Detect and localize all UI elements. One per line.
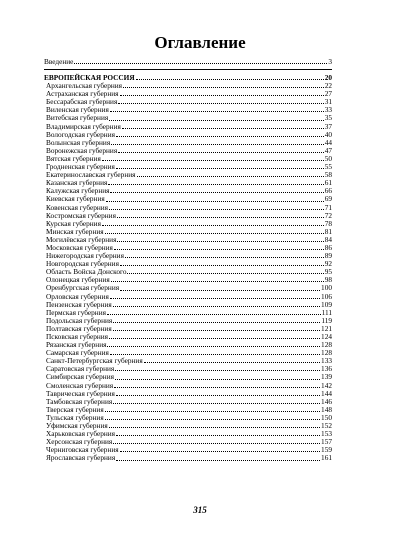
toc-leader: [102, 155, 324, 161]
toc-page-number: 92: [324, 259, 332, 269]
toc-label: Минская губерния: [46, 226, 104, 236]
toc-leader: [105, 414, 320, 420]
toc-leader: [116, 163, 324, 169]
toc-page-number: 37: [324, 121, 332, 131]
toc-page-number: 61: [324, 178, 332, 188]
toc-label: Бессарабская губерния: [46, 97, 118, 107]
toc-page-number: 119: [321, 315, 332, 325]
page-number: 315: [193, 505, 207, 515]
toc-leader: [120, 446, 320, 452]
toc-label: Уфимская губерния: [46, 421, 108, 431]
toc-page-number: 146: [321, 396, 332, 406]
toc-label: Санкт-Петербургская губерния: [46, 356, 143, 366]
toc-leader: [113, 398, 320, 404]
toc-label: Полтавская губерния: [46, 323, 112, 333]
toc-leader: [110, 187, 323, 193]
toc-label: Владимирская губерния: [46, 121, 121, 131]
toc-page-number: 20: [324, 73, 332, 82]
toc-page-number: 27: [324, 89, 332, 99]
toc-page-number: 136: [321, 364, 332, 374]
toc-page-number: 153: [321, 429, 332, 439]
toc-label: Ковенская губерния: [46, 202, 109, 212]
toc-page-number: 31: [324, 97, 332, 107]
toc-leader: [117, 236, 323, 242]
toc-label: Гродненская губерния: [46, 162, 115, 172]
toc-page-number: 161: [321, 453, 332, 463]
toc-page-number: 69: [324, 194, 332, 204]
toc-leader: [120, 260, 324, 266]
toc-page-number: 40: [324, 129, 332, 139]
toc-leader: [108, 179, 323, 185]
toc-leader: [113, 325, 320, 331]
toc-leader: [113, 301, 320, 307]
toc-page-number: 33: [324, 105, 332, 115]
toc-leader: [127, 268, 323, 274]
toc-page-number: 81: [324, 226, 332, 236]
toc-label: Тамбовская губерния: [46, 396, 113, 406]
toc-label: Введение: [44, 57, 74, 66]
toc-page-number: 55: [324, 162, 332, 172]
toc-leader: [102, 220, 324, 226]
toc-page-number: 133: [321, 356, 332, 366]
toc-page-number: 86: [324, 242, 332, 252]
toc-label: Вологодская губерния: [46, 129, 115, 139]
toc-leader: [114, 244, 324, 250]
toc-leader: [106, 196, 324, 202]
toc-leader: [109, 204, 324, 210]
toc-label: Киевская губерния: [46, 194, 105, 204]
toc-label: Олонецкая губерния: [46, 275, 110, 285]
toc-page-number: 144: [321, 388, 332, 398]
toc-label: Смоленская губерния: [46, 380, 114, 390]
toc-label: Саратовская губерния: [46, 364, 115, 374]
toc-page-number: 150: [321, 412, 332, 422]
toc-page-number: 159: [321, 445, 332, 455]
toc-page-number: 128: [321, 340, 332, 350]
toc-page-number: 109: [321, 299, 332, 309]
toc-label: Самарская губерния: [46, 348, 109, 358]
toc-leader: [116, 131, 324, 137]
toc-page-number: 148: [321, 404, 332, 414]
toc-leader: [107, 341, 320, 347]
toc-page-number: 139: [321, 372, 332, 382]
toc-leader: [110, 106, 324, 112]
toc-page-number: 121: [321, 323, 332, 333]
toc-label: Черниговская губерния: [46, 445, 119, 455]
toc-page-number: 142: [321, 380, 332, 390]
toc-label: Тульская губерния: [46, 412, 104, 422]
toc-label: Рязанская губерния: [46, 340, 107, 350]
toc-leader: [105, 406, 320, 412]
toc-page-number: 47: [324, 145, 332, 155]
toc-label: Симбирская губерния: [46, 372, 114, 382]
toc-leader: [113, 317, 320, 323]
toc-leader: [113, 438, 320, 444]
toc-leader: [118, 98, 323, 104]
toc-page-number: 22: [324, 81, 332, 91]
toc-row-intro[interactable]: [44, 58, 332, 66]
toc-label: Псковская губерния: [46, 332, 109, 341]
toc-page-number: 71: [324, 202, 332, 212]
toc-leader: [105, 228, 324, 234]
toc-leader: [116, 455, 320, 461]
toc-page-number: 44: [324, 137, 332, 147]
toc-leader: [115, 374, 320, 380]
toc-page-number: 58: [324, 170, 332, 180]
toc-label: Могилёвская губерния: [46, 234, 117, 244]
toc-row[interactable]: [44, 454, 332, 462]
toc-label: Воронежская губерния: [46, 145, 118, 155]
page-title: Оглавление: [154, 33, 246, 52]
toc-leader: [120, 90, 324, 96]
toc-leader: [111, 139, 324, 145]
toc-page-number: 3: [328, 57, 332, 66]
toc-leader: [114, 382, 320, 388]
toc-label: Пермская губерния: [46, 307, 106, 317]
toc-label: Вятская губерния: [46, 153, 101, 163]
toc-page-number: 124: [321, 332, 332, 341]
toc-label: Подольская губерния: [46, 315, 113, 325]
toc-page-number: 128: [321, 348, 332, 358]
toc-page-number: 111: [321, 307, 332, 317]
toc-page-number: 84: [324, 234, 332, 244]
toc-label: Архангельская губерния: [46, 81, 123, 91]
toc-label: Витебская губерния: [46, 113, 109, 123]
toc-page-number: 35: [324, 113, 332, 123]
toc-page-number: 100: [321, 283, 332, 293]
toc-leader: [116, 390, 320, 396]
toc-page-number: 50: [324, 153, 332, 163]
toc-leader: [109, 333, 320, 339]
toc-leader: [120, 285, 320, 291]
toc-leader: [111, 276, 324, 282]
toc-label: Оренбургская губерния: [46, 283, 120, 293]
toc-leader: [137, 171, 324, 177]
toc-label: Виленская губерния: [46, 105, 109, 115]
toc-leader: [116, 430, 320, 436]
toc-label: Нижегородская губерния: [46, 251, 124, 261]
toc-page-number: 98: [324, 275, 332, 285]
toc-leader: [110, 349, 320, 355]
toc-label: Таврическая губерния: [46, 388, 115, 398]
toc-page-number: 157: [321, 437, 332, 447]
toc-leader: [125, 252, 324, 258]
toc-page-number: 152: [321, 421, 332, 431]
toc-leader: [123, 82, 324, 88]
toc-label: Калужская губерния: [46, 186, 110, 196]
divider-line: [44, 69, 332, 70]
toc-label: Екатеринославская губерния: [46, 170, 136, 180]
toc-label: Волынская губерния: [46, 137, 111, 147]
toc-leader: [144, 357, 320, 363]
toc-label: Пензенская губерния: [46, 299, 112, 309]
toc-leader: [136, 74, 324, 80]
toc-page-number: 89: [324, 251, 332, 261]
toc-leader: [118, 147, 324, 153]
toc-page-number: 78: [324, 218, 332, 228]
toc-leader: [109, 115, 323, 121]
toc-label: Курская губерния: [46, 218, 101, 228]
toc-label: Московская губерния: [46, 242, 113, 252]
toc-leader: [74, 58, 327, 64]
toc-label: Орловская губерния: [46, 291, 109, 301]
toc-label: Ярославская губерния: [46, 453, 116, 463]
toc-page-number: 106: [321, 291, 332, 301]
toc-intro: [44, 58, 332, 66]
toc-label: Область Войска Донского: [46, 267, 127, 277]
toc-leader: [117, 212, 324, 218]
toc-label: Харьковская губерния: [46, 429, 116, 439]
toc-label: Костромская губерния: [46, 210, 116, 220]
toc-leader: [110, 293, 320, 299]
toc-leader: [107, 309, 321, 315]
toc-leader: [122, 123, 324, 129]
toc-label: Херсонская губерния: [46, 437, 113, 447]
toc-page-number: 95: [324, 267, 332, 277]
toc-label: Новгородская губерния: [46, 259, 119, 269]
toc-leader: [115, 365, 320, 371]
toc-entries: [44, 74, 332, 463]
toc-label: Тверская губерния: [46, 404, 104, 414]
toc-label: Астраханская губерния: [46, 89, 119, 99]
toc-page-number: 66: [324, 186, 332, 196]
toc-label: Казанская губерния: [46, 178, 108, 188]
toc-leader: [109, 422, 320, 428]
toc-page-number: 72: [324, 210, 332, 220]
toc-section-label: ЕВРОПЕЙСКАЯ РОССИЯ: [44, 73, 135, 82]
